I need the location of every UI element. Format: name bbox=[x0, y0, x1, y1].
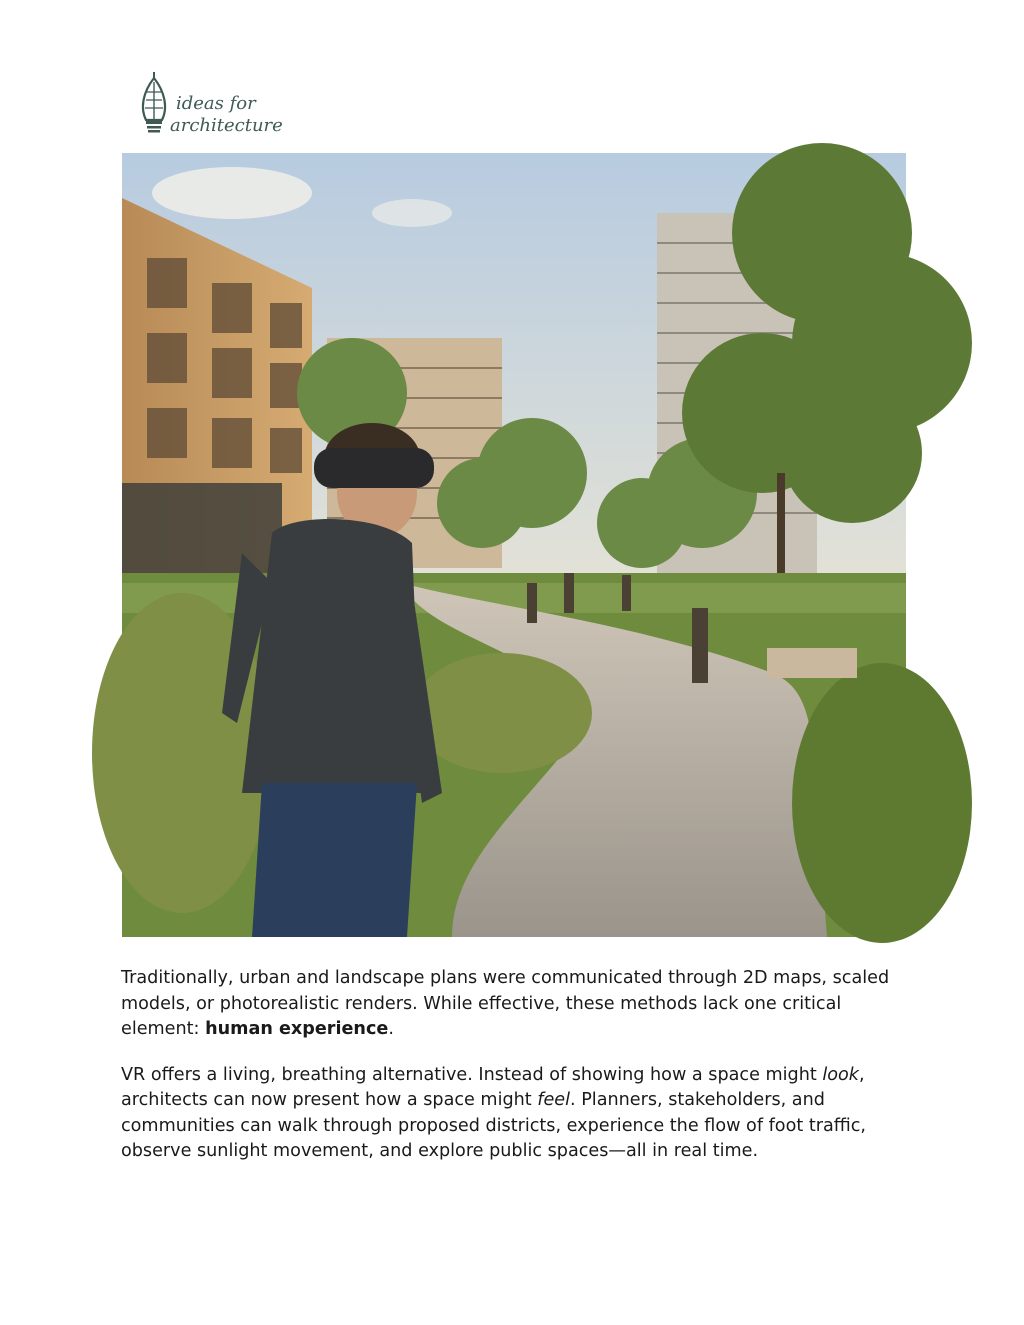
svg-text:architecture: architecture bbox=[170, 115, 283, 136]
svg-text:ideas for: ideas for bbox=[176, 93, 256, 114]
italic-word: feel bbox=[537, 1090, 571, 1110]
vr-urban-park-illustration-icon bbox=[122, 153, 906, 937]
paragraph: Traditionally, urban and landscape plans were communicated through 2D maps, scaled models, or photorealistic renders. While effective, these methods lack one critical element: human experience. bbox=[121, 968, 890, 1039]
bold-phrase: human experience bbox=[205, 1019, 389, 1039]
article-body bbox=[121, 966, 911, 1185]
tower-logo-icon bbox=[134, 70, 283, 136]
italic-word: look bbox=[822, 1064, 859, 1085]
paragraph: VR offers a living, breathing alternative. Instead of showing how a space might look, architects can now present how a space might feel. Planners, stakeholders, and communities can walk through proposed districts, experience the flow of foot traffic, observe sunlight movement, and explore public spaces—all in real time. bbox=[121, 1064, 867, 1161]
logo bbox=[134, 70, 283, 136]
hero-image bbox=[122, 153, 906, 937]
